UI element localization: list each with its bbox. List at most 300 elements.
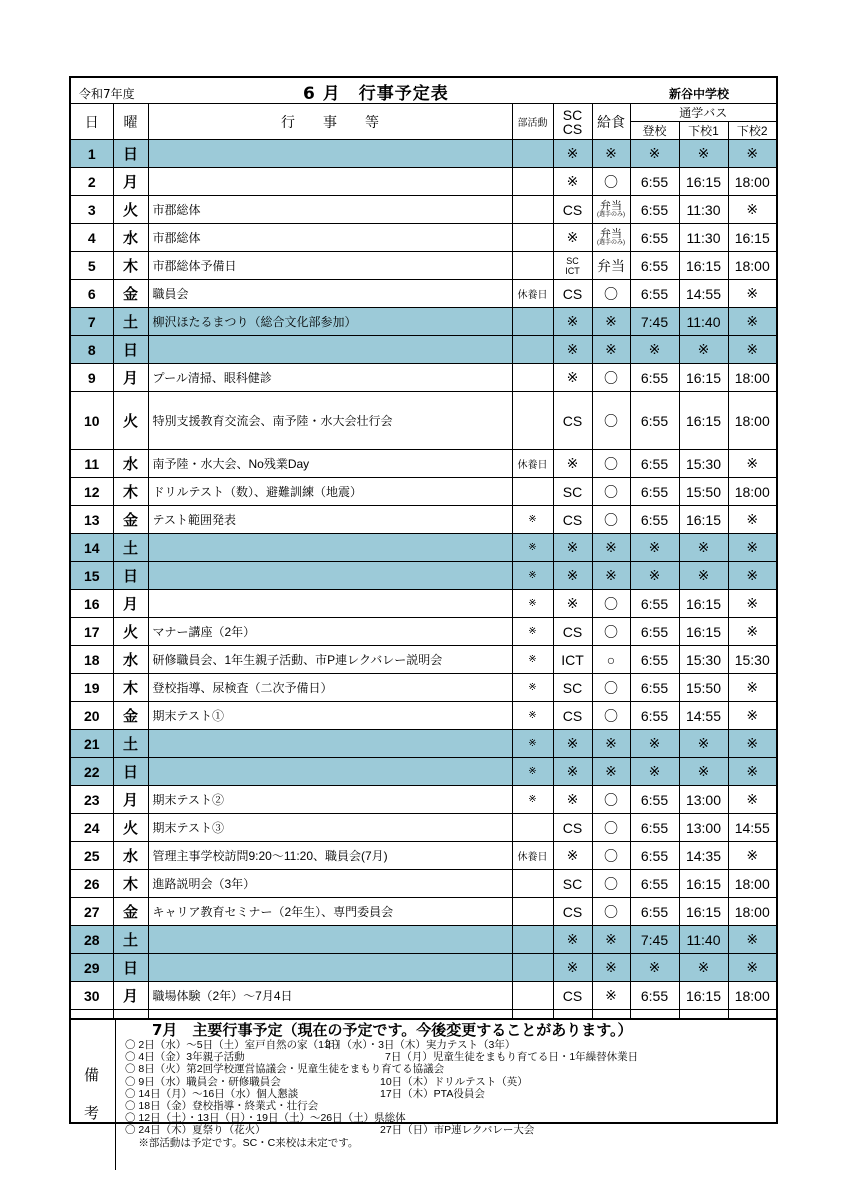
cell-day: 28: [71, 926, 113, 954]
cell-sc: ※: [553, 308, 592, 336]
cell-meal: ○: [592, 646, 630, 674]
cell-club: [512, 982, 553, 1010]
cell-club: [512, 364, 553, 392]
cell-meal: ※: [592, 562, 630, 590]
cell-weekday: 金: [113, 280, 148, 308]
cell-event: [148, 730, 512, 758]
notes-line-left: 〇 9日（水）職員会・研修職員会: [125, 1075, 281, 1088]
cell-day: 18: [71, 646, 113, 674]
cell-bus-leave2: ※: [728, 674, 776, 702]
cell-day: 10: [71, 392, 113, 450]
cell-bus-leave1: 15:30: [679, 646, 728, 674]
table-row: [71, 224, 776, 252]
cell-bus-leave1: ※: [679, 730, 728, 758]
cell-meal: 〇: [592, 506, 630, 534]
cell-club: ※: [512, 618, 553, 646]
cell-bus-arrive: 6:55: [630, 280, 679, 308]
page-title: 6 月 行事予定表: [303, 84, 449, 104]
cell-sc: CS: [553, 702, 592, 730]
cell-sc: ※: [553, 842, 592, 870]
cell-bus-leave1: 15:50: [679, 478, 728, 506]
cell-meal: ※: [592, 308, 630, 336]
cell-sc: ※: [553, 364, 592, 392]
cell-bus-leave2: 18:00: [728, 252, 776, 280]
cell-bus-leave2: ※: [728, 618, 776, 646]
cell-bus-arrive: ※: [630, 730, 679, 758]
notes-line-left: 〇 4日（金）3年親子活動: [125, 1051, 245, 1064]
fiscal-year: 令和7年度: [79, 87, 135, 101]
notes-line-right: 7日（月）児童生徒をまもり育てる日・1年繰替休業日: [385, 1051, 639, 1064]
cell-event: 市郡総体: [148, 224, 512, 252]
cell-weekday: 土: [113, 308, 148, 336]
cell-bus-leave2: ※: [728, 450, 776, 478]
cell-meal: 〇: [592, 842, 630, 870]
cell-club: ※: [512, 702, 553, 730]
cell-bus-leave1: 13:00: [679, 786, 728, 814]
cell-bus-leave2: ※: [728, 954, 776, 982]
cell-bus-leave1: ※: [679, 562, 728, 590]
cell-bus-leave2: 16:15: [728, 224, 776, 252]
col-club: 部活動: [512, 104, 553, 140]
notes-line-left: 〇 12日（土）・13日（日）・19日（土）～26日（土）県総体: [125, 1112, 406, 1125]
cell-day: 2: [71, 168, 113, 196]
cell-club: ※: [512, 730, 553, 758]
cell-club: 休養日: [512, 280, 553, 308]
cell-day: 29: [71, 954, 113, 982]
notes-label-1: 備: [84, 1066, 100, 1084]
cell-day: 12: [71, 478, 113, 506]
cell-day: 3: [71, 196, 113, 224]
col-sc-line2: CS: [562, 120, 583, 137]
notes-line: [125, 1100, 772, 1112]
cell-bus-leave1: ※: [679, 534, 728, 562]
notes-line: [125, 1137, 772, 1149]
notes-line-left: 〇 14日（月）～16日（水）個人懇談: [125, 1087, 299, 1100]
cell-meal: 〇: [592, 870, 630, 898]
cell-club: [512, 224, 553, 252]
sheet-header: [71, 78, 776, 104]
cell-bus-leave1: ※: [679, 336, 728, 364]
cell-bus-leave1: 15:30: [679, 450, 728, 478]
cell-event: 職場体験（2年）～7月4日: [148, 982, 512, 1010]
table-row: [71, 646, 776, 674]
cell-meal: 〇: [592, 814, 630, 842]
cell-bus-leave1: 11:40: [679, 926, 728, 954]
cell-club: ※: [512, 506, 553, 534]
cell-event: 市郡総体予備日: [148, 252, 512, 280]
cell-day: 27: [71, 898, 113, 926]
cell-meal: ※: [592, 140, 630, 168]
cell-bus-arrive: 6:55: [630, 478, 679, 506]
notes-line: [125, 1112, 772, 1124]
cell-bus-leave1: 16:15: [679, 168, 728, 196]
cell-club: ※: [512, 674, 553, 702]
table-row: [71, 870, 776, 898]
cell-bus-leave1: 16:15: [679, 252, 728, 280]
table-row: [71, 814, 776, 842]
cell-event: [148, 140, 512, 168]
table-row: [71, 506, 776, 534]
col-weekday: 曜: [113, 104, 148, 140]
table-row: [71, 478, 776, 506]
cell-sc: SC: [553, 870, 592, 898]
notes-line-left: ※部活動は予定です。SC・C来校は未定です。: [125, 1136, 359, 1149]
cell-meal: 〇: [592, 786, 630, 814]
cell-bus-leave2: 18:00: [728, 898, 776, 926]
table-row: [71, 618, 776, 646]
cell-weekday: 日: [113, 562, 148, 590]
cell-sc: ※: [553, 758, 592, 786]
cell-bus-leave2: ※: [728, 336, 776, 364]
cell-event: 進路説明会（3年）: [148, 870, 512, 898]
cell-bus-leave1: ※: [679, 954, 728, 982]
cell-bus-arrive: 6:55: [630, 196, 679, 224]
cell-meal: [592, 196, 630, 224]
cell-weekday: 水: [113, 842, 148, 870]
cell-club: [512, 392, 553, 450]
cell-bus-arrive: 6:55: [630, 674, 679, 702]
cell-day: 1: [71, 140, 113, 168]
cell-day: 22: [71, 758, 113, 786]
notes-line-right: 27日（日）市P連レクバレー大会: [380, 1124, 535, 1137]
table-row: [71, 280, 776, 308]
cell-weekday: 月: [113, 982, 148, 1010]
col-bus-leave1: 下校1: [679, 122, 728, 140]
notes-label: [71, 1020, 116, 1170]
cell-bus-leave1: 16:15: [679, 618, 728, 646]
cell-meal: ※: [592, 982, 630, 1010]
cell-weekday: 日: [113, 758, 148, 786]
cell-meal: 〇: [592, 618, 630, 646]
table-row: [71, 954, 776, 982]
notes-label-2: 考: [84, 1104, 100, 1122]
cell-weekday: 日: [113, 140, 148, 168]
notes-line-right: 17日（木）PTA役員会: [380, 1087, 485, 1100]
cell-event: [148, 590, 512, 618]
cell-bus-leave1: 11:30: [679, 224, 728, 252]
cell-weekday: 金: [113, 898, 148, 926]
cell-sc: ※: [553, 336, 592, 364]
cell-sc: ※: [553, 450, 592, 478]
cell-sc: ICT: [553, 646, 592, 674]
table-row: [71, 674, 776, 702]
cell-meal: 〇: [592, 280, 630, 308]
cell-day: 17: [71, 618, 113, 646]
cell-club: ※: [512, 534, 553, 562]
cell-bus-arrive: 6:55: [630, 618, 679, 646]
cell-day: 30: [71, 982, 113, 1010]
table-row: [71, 562, 776, 590]
cell-bus-leave2: 18:00: [728, 982, 776, 1010]
cell-sc: [553, 252, 592, 280]
cell-club: [512, 336, 553, 364]
cell-sc: ※: [553, 140, 592, 168]
cell-bus-arrive: ※: [630, 758, 679, 786]
cell-club: [512, 168, 553, 196]
cell-weekday: 月: [113, 168, 148, 196]
table-row: [71, 252, 776, 280]
cell-meal: ※: [592, 730, 630, 758]
table-row: [71, 898, 776, 926]
cell-club: [512, 926, 553, 954]
cell-bus-arrive: 6:55: [630, 898, 679, 926]
notes-line-left: 〇 18日（金）登校指導・終業式・壮行会: [125, 1100, 319, 1113]
cell-meal: 〇: [592, 898, 630, 926]
cell-bus-arrive: ※: [630, 336, 679, 364]
cell-meal: 〇: [592, 392, 630, 450]
cell-meal: 弁当: [592, 252, 630, 280]
cell-bus-leave1: 16:15: [679, 870, 728, 898]
cell-bus-leave1: 15:50: [679, 674, 728, 702]
cell-sc: CS: [553, 982, 592, 1010]
cell-weekday: 月: [113, 590, 148, 618]
cell-bus-leave2: ※: [728, 196, 776, 224]
cell-bus-leave2: ※: [728, 730, 776, 758]
cell-bus-leave2: ※: [728, 758, 776, 786]
cell-weekday: 土: [113, 926, 148, 954]
cell-weekday: 水: [113, 646, 148, 674]
col-bus-leave2: 下校2: [728, 122, 776, 140]
cell-club: ※: [512, 758, 553, 786]
schedule-sheet: [69, 76, 778, 1149]
cell-bus-leave1: ※: [679, 140, 728, 168]
cell-weekday: 火: [113, 196, 148, 224]
cell-bus-arrive: 6:55: [630, 870, 679, 898]
cell-event: キャリア教育セミナー（2年生）、専門委員会: [148, 898, 512, 926]
cell-event: 柳沢ほたるまつり（総合文化部参加）: [148, 308, 512, 336]
cell-meal: 〇: [592, 478, 630, 506]
table-row: [71, 842, 776, 870]
cell-bus-arrive: ※: [630, 140, 679, 168]
cell-meal: ※: [592, 926, 630, 954]
cell-weekday: 木: [113, 252, 148, 280]
cell-bus-leave2: 18:00: [728, 478, 776, 506]
table-row: [71, 168, 776, 196]
cell-day: 13: [71, 506, 113, 534]
cell-event: 南予陸・水大会、No残業Day: [148, 450, 512, 478]
cell-event: 期末テスト②: [148, 786, 512, 814]
cell-bus-arrive: 6:55: [630, 364, 679, 392]
notes-line: [125, 1039, 772, 1051]
notes-line-left: 〇 8日（火）第2回学校運営協議会・児童生徒をまもり育てる協議会: [125, 1063, 445, 1076]
cell-weekday: 木: [113, 870, 148, 898]
cell-sc: ※: [553, 168, 592, 196]
cell-event: 研修職員会、1年生親子活動、市P連レクバレー説明会: [148, 646, 512, 674]
cell-weekday: 月: [113, 786, 148, 814]
cell-event: [148, 758, 512, 786]
cell-bus-arrive: 6:55: [630, 224, 679, 252]
cell-club: ※: [512, 562, 553, 590]
cell-sc: CS: [553, 618, 592, 646]
cell-bus-arrive: 6:55: [630, 252, 679, 280]
cell-meal: [592, 224, 630, 252]
notes-line-right: 2日（水）・3日（木）実力テスト（3年）: [325, 1039, 516, 1051]
cell-event: 職員会: [148, 280, 512, 308]
cell-weekday: 金: [113, 506, 148, 534]
cell-club: [512, 252, 553, 280]
cell-sc: CS: [553, 196, 592, 224]
cell-bus-arrive: 6:55: [630, 786, 679, 814]
notes-body: [125, 1022, 772, 1149]
cell-meal: ※: [592, 336, 630, 364]
cell-bus-leave2: 18:00: [728, 168, 776, 196]
cell-event: ドリルテスト（数）、避難訓練（地震）: [148, 478, 512, 506]
cell-bus-leave1: 16:15: [679, 392, 728, 450]
cell-bus-leave2: ※: [728, 926, 776, 954]
cell-club: [512, 814, 553, 842]
cell-day: 23: [71, 786, 113, 814]
col-sc-line1: SC: [562, 106, 583, 123]
table-row: [71, 534, 776, 562]
table-row: [71, 982, 776, 1010]
cell-sc: ※: [553, 730, 592, 758]
cell-meal: 〇: [592, 702, 630, 730]
cell-bus-leave1: 16:15: [679, 506, 728, 534]
col-bus-arrive: 登校: [630, 122, 679, 140]
notes-section: [71, 1018, 776, 1170]
cell-bus-leave1: 11:40: [679, 308, 728, 336]
cell-bus-arrive: 6:55: [630, 392, 679, 450]
cell-meal: 〇: [592, 674, 630, 702]
notes-line: [125, 1063, 772, 1075]
cell-weekday: 土: [113, 730, 148, 758]
cell-bus-arrive: ※: [630, 534, 679, 562]
cell-club: [512, 954, 553, 982]
cell-weekday: 水: [113, 224, 148, 252]
cell-event: [148, 336, 512, 364]
cell-weekday: 日: [113, 336, 148, 364]
table-row: [71, 926, 776, 954]
cell-weekday: 金: [113, 702, 148, 730]
cell-day: 19: [71, 674, 113, 702]
cell-event: [148, 168, 512, 196]
cell-bus-leave1: 11:30: [679, 196, 728, 224]
cell-bus-arrive: 7:45: [630, 308, 679, 336]
cell-bus-arrive: 6:55: [630, 450, 679, 478]
cell-day: 20: [71, 702, 113, 730]
cell-weekday: 木: [113, 478, 148, 506]
cell-meal-value: 弁当: [600, 199, 622, 212]
cell-club: [512, 478, 553, 506]
cell-sc: CS: [553, 898, 592, 926]
table-row: [71, 392, 776, 450]
cell-meal: ※: [592, 758, 630, 786]
cell-weekday: 火: [113, 618, 148, 646]
cell-day: 26: [71, 870, 113, 898]
cell-sc-line1: SC: [566, 255, 579, 266]
school-name: 新谷中学校: [669, 87, 730, 101]
cell-bus-leave2: ※: [728, 308, 776, 336]
cell-event: [148, 534, 512, 562]
cell-day: 7: [71, 308, 113, 336]
table-row: [71, 590, 776, 618]
cell-bus-leave1: ※: [679, 758, 728, 786]
notes-line-left: 〇 24日（木）夏祭り（花火）: [125, 1124, 266, 1137]
table-row: [71, 450, 776, 478]
cell-sc: ※: [553, 954, 592, 982]
cell-day: 21: [71, 730, 113, 758]
cell-club: ※: [512, 646, 553, 674]
cell-bus-leave1: 14:35: [679, 842, 728, 870]
col-bus: 通学バス: [630, 104, 776, 122]
cell-club: [512, 308, 553, 336]
cell-day: 11: [71, 450, 113, 478]
table-row: [71, 702, 776, 730]
cell-sc-line2: ICT: [565, 265, 580, 276]
cell-event: 管理主事学校訪問9:20～11:20、職員会(7月): [148, 842, 512, 870]
notes-lines: [125, 1039, 772, 1149]
cell-sc: CS: [553, 392, 592, 450]
cell-weekday: 木: [113, 674, 148, 702]
cell-weekday: 火: [113, 814, 148, 842]
cell-event: 市郡総体: [148, 196, 512, 224]
cell-bus-arrive: ※: [630, 562, 679, 590]
notes-line: [125, 1076, 772, 1088]
cell-meal-value: 弁当: [600, 227, 622, 240]
cell-club: [512, 196, 553, 224]
cell-bus-leave2: 18:00: [728, 870, 776, 898]
cell-sc: ※: [553, 786, 592, 814]
cell-event: [148, 954, 512, 982]
cell-bus-leave1: 16:15: [679, 982, 728, 1010]
cell-bus-arrive: 6:55: [630, 590, 679, 618]
table-row: [71, 140, 776, 168]
cell-sc: ※: [553, 534, 592, 562]
table-row: [71, 196, 776, 224]
cell-day: 6: [71, 280, 113, 308]
col-day: 日: [71, 104, 113, 140]
cell-bus-leave2: ※: [728, 506, 776, 534]
notes-line: [125, 1088, 772, 1100]
col-events: 行 事 等: [148, 104, 512, 140]
cell-bus-arrive: 6:55: [630, 982, 679, 1010]
cell-event: [148, 562, 512, 590]
cell-day: 14: [71, 534, 113, 562]
table-row: [71, 730, 776, 758]
cell-sc: CS: [553, 280, 592, 308]
cell-bus-leave2: ※: [728, 842, 776, 870]
notes-line-right: 10日（木）ドリルテスト（英）: [380, 1075, 528, 1088]
cell-sc: CS: [553, 506, 592, 534]
cell-bus-leave2: ※: [728, 786, 776, 814]
cell-club: ※: [512, 590, 553, 618]
cell-event: テスト範囲発表: [148, 506, 512, 534]
cell-bus-leave1: 16:15: [679, 898, 728, 926]
cell-bus-leave2: ※: [728, 534, 776, 562]
column-header-row: [71, 104, 776, 122]
cell-bus-arrive: ※: [630, 954, 679, 982]
cell-bus-leave1: 13:00: [679, 814, 728, 842]
cell-day: 5: [71, 252, 113, 280]
schedule-table: [71, 104, 776, 1019]
cell-bus-arrive: 6:55: [630, 506, 679, 534]
table-row: [71, 336, 776, 364]
cell-bus-leave2: 18:00: [728, 392, 776, 450]
cell-day: 24: [71, 814, 113, 842]
cell-sc: ※: [553, 926, 592, 954]
cell-weekday: 土: [113, 534, 148, 562]
cell-bus-leave2: 14:55: [728, 814, 776, 842]
cell-bus-leave2: 18:00: [728, 364, 776, 392]
cell-meal: 〇: [592, 450, 630, 478]
cell-event: マナー講座（2年）: [148, 618, 512, 646]
notes-title: 7月 主要行事予定（現在の予定です。今後変更することがあります。）: [152, 1021, 633, 1039]
cell-bus-arrive: 6:55: [630, 814, 679, 842]
cell-bus-leave2: ※: [728, 280, 776, 308]
cell-meal: ※: [592, 954, 630, 982]
cell-club: [512, 898, 553, 926]
table-row: [71, 308, 776, 336]
